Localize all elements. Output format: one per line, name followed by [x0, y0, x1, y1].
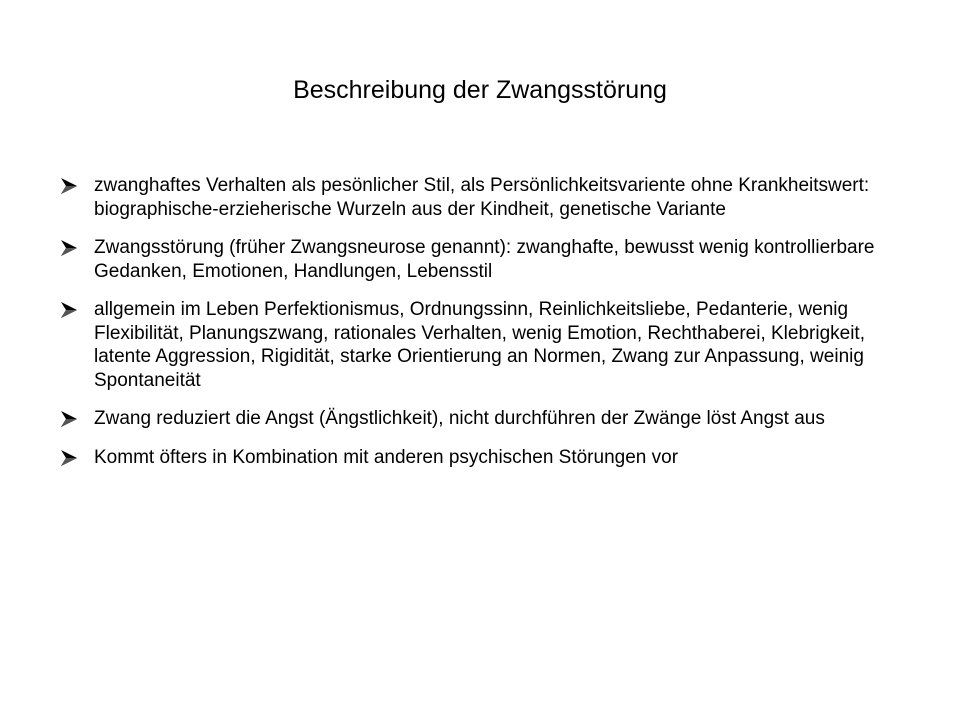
- bullet-item: [60, 298, 920, 392]
- bullet-item: [60, 236, 920, 283]
- arrowhead-bullet-icon: [60, 177, 78, 195]
- slide-title: Beschreibung der Zwangsstörung: [293, 76, 667, 104]
- bullet-text: zwanghaftes Verhalten als pesönlicher Stil, als Persönlichkeitsvariente ohne Krankheitswert: biographische-erzieherische Wurzeln aus der Kindheit, genetische Variante: [94, 175, 870, 220]
- arrowhead-bullet-icon: [60, 239, 78, 257]
- bullet-text: Zwang reduziert die Angst (Ängstlichkeit), nicht durchführen der Zwänge löst Angst aus: [94, 408, 825, 429]
- bullet-text: allgemein im Leben Perfektionismus, Ordnungssinn, Reinlichkeitsliebe, Pedanterie, wenig Flexibilität, Planungszwang, rationales Verhalten, wenig Emotion, Rechthaberei, Klebrigkeit, latente Aggression, Rigidität, starke Orientierung an Normen, Zwang zur Anpassung, weinig Spontaneität: [94, 299, 865, 391]
- bullet-list: [60, 174, 920, 484]
- bullet-item: [60, 174, 920, 221]
- bullet-item: [60, 446, 920, 470]
- bullet-text: Zwangsstörung (früher Zwangsneurose genannt): zwanghafte, bewusst wenig kontrollierbare Gedanken, Emotionen, Handlungen, Lebensstil: [94, 237, 875, 282]
- arrowhead-bullet-icon: [60, 410, 78, 428]
- arrowhead-bullet-icon: [60, 301, 78, 319]
- bullet-text: Kommt öfters in Kombination mit anderen psychischen Störungen vor: [94, 446, 679, 468]
- bullet-item: [60, 407, 920, 431]
- arrowhead-bullet-icon: [60, 449, 78, 467]
